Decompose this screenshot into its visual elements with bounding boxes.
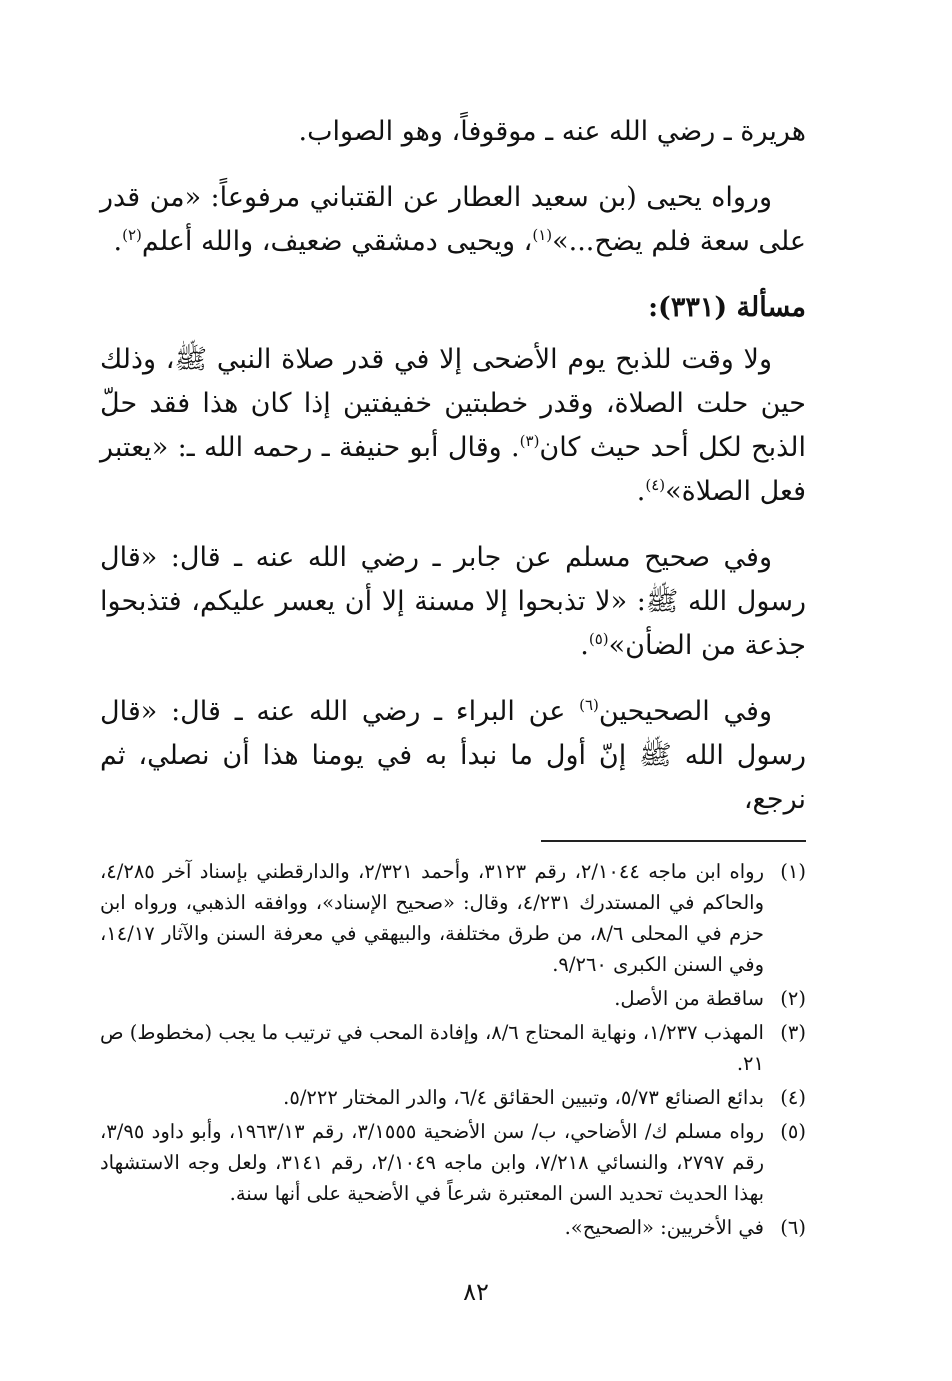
footnote-ref-4: (٤) <box>645 476 666 494</box>
footnote-ref-6: (٦) <box>579 696 599 714</box>
footnote-text: في الأخريين: «الصحيح». <box>564 1216 764 1239</box>
paragraph-2-mid: ، ويحيى دمشقي ضعيف، والله أعلم <box>141 226 533 257</box>
footnote-item <box>100 1017 806 1079</box>
footnote-text: ساقطة من الأصل. <box>614 987 764 1010</box>
footnote-text: رواه ابن ماجه ٢/١٠٤٤، رقم ٣١٢٣، وأحمد ٢/٣٢١، والدارقطني بإسناد آخر ٤/٢٨٥، والحاكم في المستدرك ٤/٢٣١، وقال: «صحيح الإسناد»، ووافقه الذهبي، ورواه ابن حزم في المحلى ٨/٦، من طرق مختلفة، والبيهقي في معرفة السنن والآثار ١٤/١٧، وفي السنن الكبرى ٩/٢٦٠. <box>100 860 764 976</box>
paragraph-2-end: . <box>113 226 123 257</box>
paragraph-4-text: وفي صحيح مسلم عن جابر ـ رضي الله عنه ـ قال: «قال رسول الله ﷺ: «لا تذبحوا إلا مسنة إلا أن يعسر عليكم، فتذبحوا جذعة من الضأن» <box>100 542 806 661</box>
footnote-item <box>100 1116 806 1209</box>
footnote-text: بدائع الصنائع ٥/٧٣، وتبيين الحقائق ٦/٤، والدر المختار ٥/٢٢٢. <box>283 1086 764 1109</box>
footnote-number: (٦) <box>780 1216 806 1239</box>
paragraph-3 <box>100 338 806 514</box>
paragraph-5-rest: عن البراء ـ رضي الله عنه ـ قال: «قال رسول الله ﷺ إنّ أول ما نبدأ به في يومنا هذا أن نصلي، ثم نرجع، <box>100 696 806 815</box>
footnote-ref-3: (٣) <box>519 432 540 450</box>
footnote-ref-2: (٢) <box>122 226 142 244</box>
footnote-item <box>100 1212 806 1243</box>
footnote-ref-1: (١) <box>532 226 553 244</box>
footnote-text: رواه مسلم ك/ الأضاحي، ب/ سن الأضحية ٣/١٥٥٥، رقم ١٩٦٣/١٣، وأبو داود ٣/٩٥، رقم ٢٧٩٧، والنسائي ٧/٢١٨، وابن ماجه ٢/١٠٤٩، رقم ٣١٤١، ولعل وجه الاستشهاد بهذا الحديث تحديد السن المعتبرة شرعاً في الأضحية على أنها سنة. <box>100 1120 765 1205</box>
footnote-number: (٢) <box>780 987 806 1010</box>
page-number: ٨٢ <box>463 1278 489 1306</box>
paragraph-2 <box>100 176 806 264</box>
footnote-text: المهذب ١/٢٣٧، ونهاية المحتاج ٨/٦، وإفادة المحب في ترتيب ما يجب (مخطوط) ص ٢١. <box>100 1021 764 1075</box>
section-heading: مسألة (٣٣١): <box>648 292 806 323</box>
paragraph-4 <box>100 536 806 668</box>
footnote-item <box>100 1082 806 1113</box>
paragraph-3-text: ولا وقت للذبح يوم الأضحى إلا في قدر صلاة النبي ﷺ، وذلك حين حلت الصلاة، وقدر خطبتين خفيفتين إذا كان هذا فقد حلّ الذبح لكل أحد حيث كان <box>100 344 806 463</box>
footnote-number: (٣) <box>780 1021 806 1044</box>
book-page <box>100 110 806 1246</box>
footnote-item <box>100 983 806 1014</box>
footnote-number: (١) <box>780 860 806 883</box>
paragraph-3-end: . <box>636 476 646 507</box>
paragraph-1: هريرة ـ رضي الله عنه ـ موقوفاً، وهو الصواب. <box>298 116 806 147</box>
footnote-item <box>100 856 806 980</box>
paragraph-4-end: . <box>580 630 589 661</box>
footnotes <box>100 856 806 1243</box>
footnote-number: (٤) <box>780 1086 806 1109</box>
paragraph-2-text: ورواه يحيى (بن سعيد العطار عن القتباني مرفوعاً: «من قدر على سعة فلم يضح...» <box>100 182 806 257</box>
paragraph-5-text: وفي الصحيحين <box>598 696 772 727</box>
footnote-divider <box>541 840 806 842</box>
paragraph-3-mid: . وقال أبو حنيفة ـ رحمه الله ـ: «يعتبر فعل الصلاة» <box>100 432 806 507</box>
footnote-number: (٥) <box>780 1120 806 1143</box>
paragraph-5 <box>100 690 806 822</box>
main-text <box>100 110 806 822</box>
footnote-ref-5: (٥) <box>588 630 609 648</box>
